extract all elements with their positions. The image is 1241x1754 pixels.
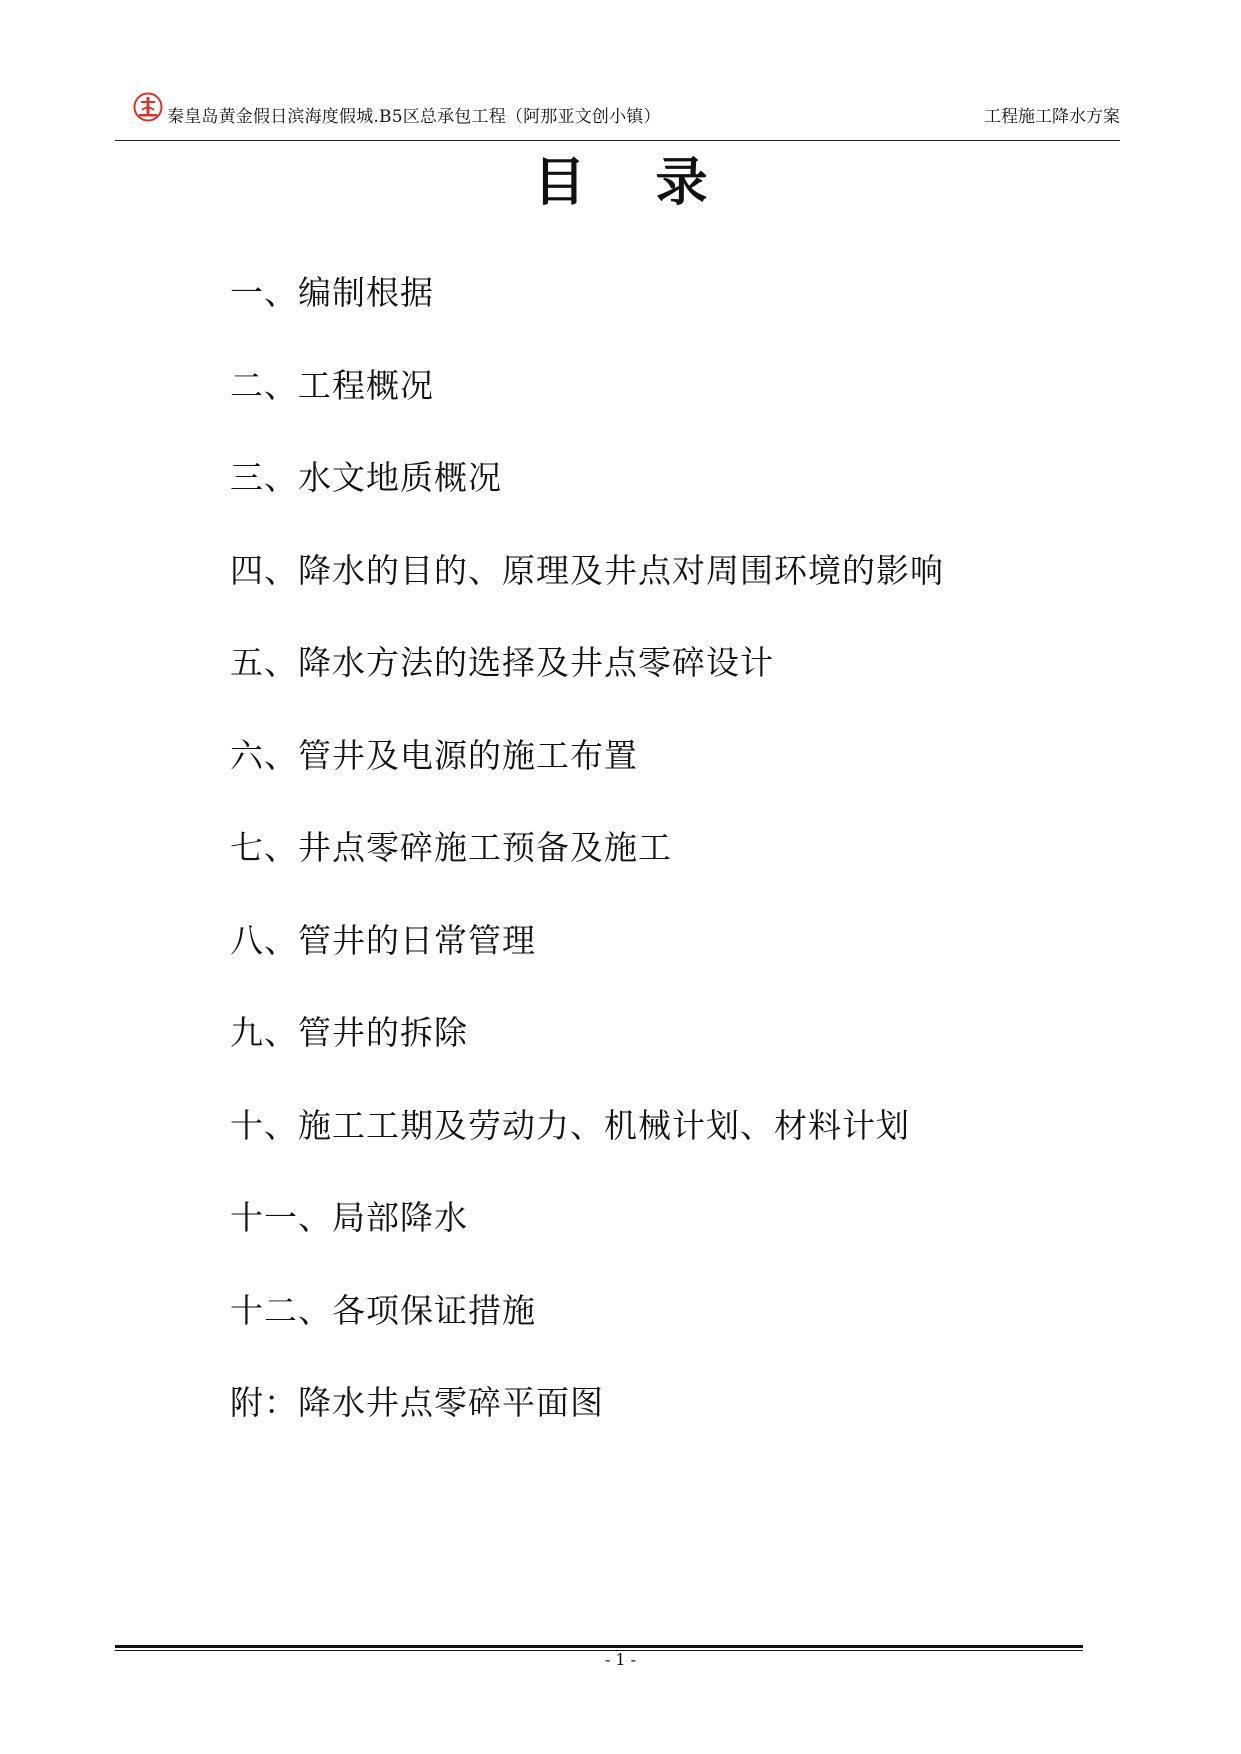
toc-item[interactable]: 十二、各项保证措施 xyxy=(230,1290,536,1330)
footer-divider-thick xyxy=(115,1645,1083,1648)
toc-item[interactable]: 五、降水方法的选择及井点零碎设计 xyxy=(230,643,774,682)
toc-item[interactable]: 八、管井的日常管理 xyxy=(230,920,536,960)
page-title: 目录 xyxy=(533,153,778,213)
page-number: - 1 - xyxy=(604,1650,637,1669)
toc-item[interactable]: 二、工程概况 xyxy=(230,365,434,405)
header-project-title: 秦皇岛黄金假日滨海度假城.B5区总承包工程（阿那亚文创小镇） xyxy=(167,107,661,127)
table-of-contents xyxy=(230,268,944,1471)
company-logo-icon xyxy=(133,92,163,122)
toc-item[interactable]: 十一、局部降水 xyxy=(230,1198,468,1237)
header-document-title: 工程施工降水方案 xyxy=(984,107,1120,127)
toc-item[interactable]: 附：降水井点零碎平面图 xyxy=(230,1383,604,1422)
toc-item[interactable]: 七、井点零碎施工预备及施工 xyxy=(230,828,672,867)
toc-item[interactable]: 六、管井及电源的施工布置 xyxy=(230,735,638,775)
toc-item[interactable]: 十、施工工期及劳动力、机械计划、材料计划 xyxy=(230,1105,910,1145)
toc-item[interactable]: 一、编制根据 xyxy=(230,273,434,312)
toc-item[interactable]: 四、降水的目的、原理及井点对周围环境的影响 xyxy=(230,550,944,590)
toc-item[interactable]: 九、管井的拆除 xyxy=(230,1013,468,1052)
page-header xyxy=(115,86,1120,141)
toc-item[interactable]: 三、水文地质概况 xyxy=(230,458,502,497)
